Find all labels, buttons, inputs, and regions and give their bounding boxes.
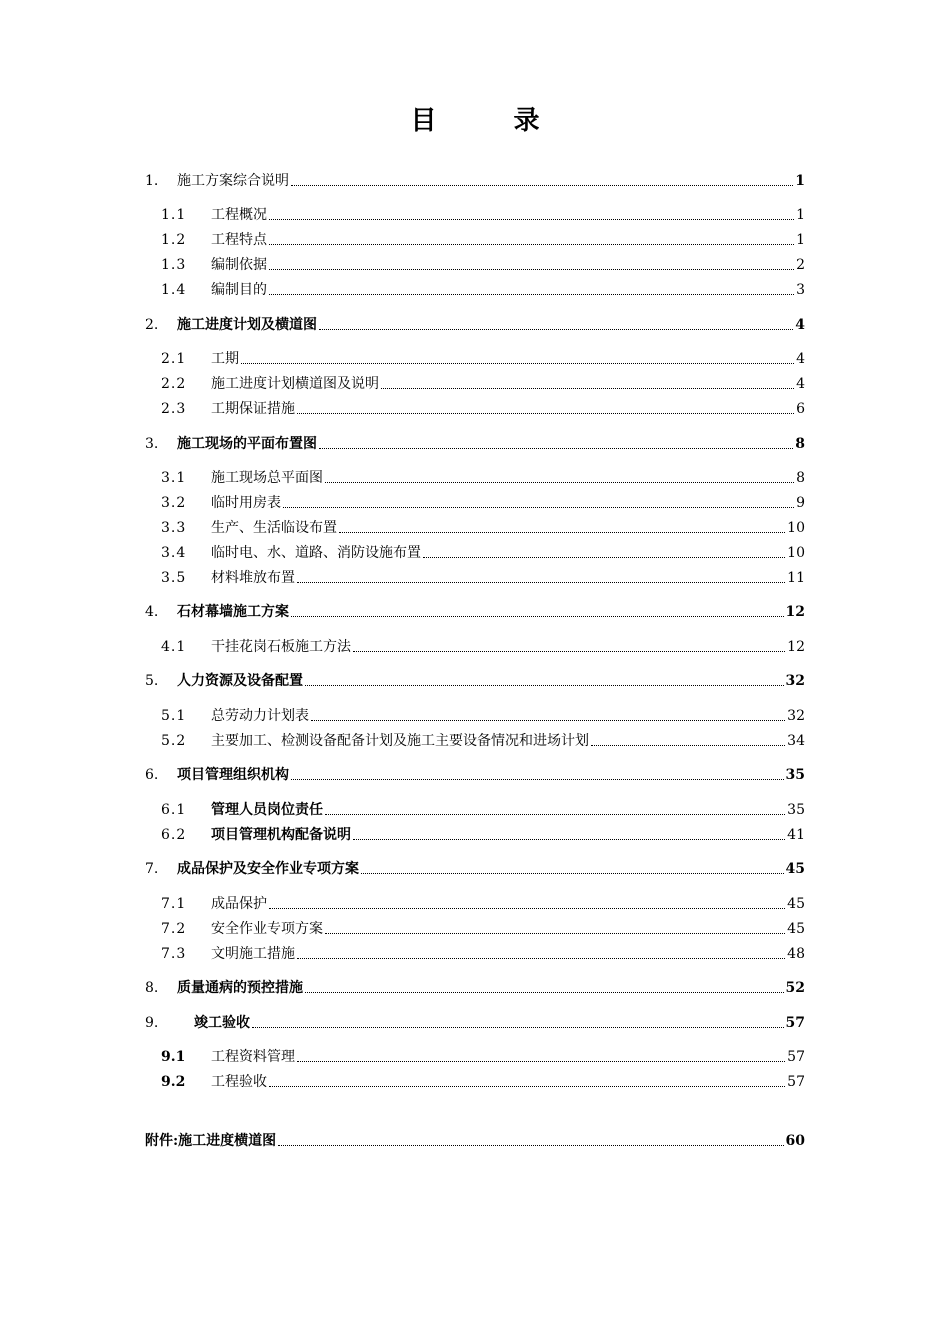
toc-entry-title: 施工进度计划及横道图	[177, 317, 317, 333]
toc-leader-dots	[319, 448, 793, 449]
toc-entry-title: 成品保护	[211, 896, 267, 912]
toc-entry-number: 5.2	[161, 733, 187, 749]
toc-leader-dots	[353, 839, 785, 840]
toc-entry-title: 项目管理机构配备说明	[211, 827, 351, 843]
toc-entry[interactable]	[0, 916, 950, 938]
toc-entry[interactable]	[0, 668, 950, 690]
toc-entry[interactable]	[0, 797, 950, 819]
toc-entry-page: 11	[787, 570, 805, 586]
toc-entry-title: 附件:施工进度横道图	[145, 1133, 277, 1149]
toc-leader-dots	[278, 1145, 783, 1146]
toc-entry-page: 60	[785, 1133, 805, 1149]
toc-leader-dots	[361, 873, 784, 874]
toc-leader-dots	[325, 482, 794, 483]
toc-entry-number: 6.	[145, 767, 159, 783]
toc-entry-number: 1.3	[161, 257, 187, 273]
toc-leader-dots	[353, 651, 785, 652]
toc-entry[interactable]	[0, 762, 950, 784]
toc-entry-page: 52	[785, 980, 805, 996]
toc-entry-page: 10	[787, 520, 805, 536]
toc-leader-dots	[305, 685, 784, 686]
toc-leader-dots	[381, 388, 794, 389]
toc-leader-dots	[311, 720, 785, 721]
toc-entry-title: 总劳动力计划表	[211, 708, 309, 724]
toc-entry-title: 工程资料管理	[211, 1049, 295, 1065]
toc-entry-title: 施工现场的平面布置图	[177, 436, 317, 452]
toc-leader-dots	[291, 779, 784, 780]
toc-entry-page: 4	[795, 317, 805, 333]
toc-leader-dots	[591, 745, 785, 746]
toc-entry-number: 3.1	[161, 470, 187, 486]
toc-entry-title: 施工方案综合说明	[177, 173, 289, 189]
toc-entry-title: 石材幕墙施工方案	[177, 604, 289, 620]
toc-entry-title: 工程验收	[211, 1074, 267, 1090]
toc-entry-page: 1	[796, 207, 805, 223]
toc-entry-page: 12	[785, 604, 805, 620]
toc-entry-number: 8.	[145, 980, 159, 996]
toc-entry-title: 施工现场总平面图	[211, 470, 323, 486]
toc-entry-title: 工期	[211, 351, 239, 367]
toc-leader-dots	[269, 908, 785, 909]
toc-entry-page: 2	[796, 257, 805, 273]
toc-leader-dots	[291, 616, 784, 617]
toc-entry[interactable]	[0, 1044, 950, 1066]
toc-entry-page: 8	[796, 470, 805, 486]
toc-entry[interactable]	[0, 1069, 950, 1091]
toc-entry-number: 7.1	[161, 896, 187, 912]
toc-entry-number: 7.	[145, 861, 159, 877]
toc-leader-dots	[269, 1086, 785, 1087]
toc-leader-dots	[291, 185, 793, 186]
toc-entry[interactable]	[0, 565, 950, 587]
toc-entry-page: 1	[796, 232, 805, 248]
toc-entry-number: 3.2	[161, 495, 187, 511]
toc-entry[interactable]	[0, 941, 950, 963]
toc-entry[interactable]	[0, 728, 950, 750]
toc-entry[interactable]	[0, 277, 950, 299]
toc-entry-number: 9.1	[161, 1049, 186, 1065]
toc-entry-number: 9.	[145, 1015, 159, 1031]
toc-entry-page: 45	[787, 896, 805, 912]
toc-entry-page: 41	[787, 827, 805, 843]
toc-entry-title: 文明施工措施	[211, 946, 295, 962]
toc-entry-title: 管理人员岗位责任	[211, 802, 323, 818]
toc-entry-page: 8	[795, 436, 805, 452]
toc-leader-dots	[297, 582, 785, 583]
toc-entry-title: 质量通病的预控措施	[177, 980, 303, 996]
toc-entry-title: 竣工验收	[194, 1015, 250, 1031]
toc-entry-page: 48	[787, 946, 805, 962]
toc-entry[interactable]	[0, 891, 950, 913]
toc-leader-dots	[241, 363, 794, 364]
toc-entry[interactable]	[0, 227, 950, 249]
toc-entry-title: 材料堆放布置	[211, 570, 295, 586]
toc-entry-number: 9.2	[161, 1074, 186, 1090]
toc-entry[interactable]	[0, 490, 950, 512]
toc-leader-dots	[423, 557, 785, 558]
toc-leader-dots	[269, 244, 794, 245]
toc-entry[interactable]	[0, 599, 950, 621]
toc-entry-page: 32	[785, 673, 805, 689]
toc-entry[interactable]	[0, 1128, 950, 1150]
toc-entry-title: 工程概况	[211, 207, 267, 223]
toc-entry-number: 2.	[145, 317, 159, 333]
toc-leader-dots	[325, 933, 785, 934]
page-title: 目 录	[410, 106, 574, 136]
toc-entry-page: 9	[796, 495, 805, 511]
toc-leader-dots	[269, 219, 794, 220]
toc-entry-title: 干挂花岗石板施工方法	[211, 639, 351, 655]
toc-leader-dots	[297, 413, 794, 414]
toc-leader-dots	[305, 992, 784, 993]
toc-entry-page: 57	[787, 1074, 805, 1090]
toc-entry-page: 3	[796, 282, 805, 298]
toc-entry-page: 12	[787, 639, 805, 655]
toc-entry[interactable]	[0, 540, 950, 562]
toc-entry-number: 4.	[145, 604, 159, 620]
toc-entry-number: 1.1	[161, 207, 187, 223]
toc-entry[interactable]	[0, 1010, 950, 1032]
toc-entry-number: 3.	[145, 436, 159, 452]
toc-entry[interactable]	[0, 202, 950, 224]
toc-entry[interactable]	[0, 975, 950, 997]
toc-entry-title: 人力资源及设备配置	[177, 673, 303, 689]
toc-entry[interactable]	[0, 822, 950, 844]
toc-entry-title: 生产、生活临设布置	[211, 520, 337, 536]
toc-entry-page: 10	[787, 545, 805, 561]
toc-entry-number: 2.2	[161, 376, 187, 392]
toc-entry-page: 35	[787, 802, 805, 818]
toc-entry[interactable]	[0, 168, 950, 190]
toc-entry-page: 34	[787, 733, 805, 749]
toc-entry-number: 3.5	[161, 570, 187, 586]
toc-entry-page: 4	[796, 376, 805, 392]
toc-leader-dots	[269, 269, 794, 270]
toc-entry-number: 6.2	[161, 827, 187, 843]
toc-entry-title: 安全作业专项方案	[211, 921, 323, 937]
toc-entry[interactable]	[0, 252, 950, 274]
toc-entry-page: 57	[785, 1015, 805, 1031]
toc-entry-title: 工期保证措施	[211, 401, 295, 417]
toc-entry-page: 32	[787, 708, 805, 724]
toc-entry-number: 5.1	[161, 708, 187, 724]
toc-entry-number: 7.3	[161, 946, 187, 962]
toc-entry-title: 成品保护及安全作业专项方案	[177, 861, 359, 877]
toc-entry[interactable]	[0, 465, 950, 487]
toc-leader-dots	[297, 1061, 785, 1062]
toc-entry[interactable]	[0, 515, 950, 537]
toc-entry-number: 1.2	[161, 232, 187, 248]
toc-entry-page: 57	[787, 1049, 805, 1065]
toc-entry-page: 1	[795, 173, 805, 189]
toc-entry-number: 3.4	[161, 545, 187, 561]
toc-entry-title: 主要加工、检测设备配备计划及施工主要设备情况和进场计划	[211, 733, 589, 749]
toc-entry-page: 4	[796, 351, 805, 367]
toc-entry-page: 45	[785, 861, 805, 877]
toc-leader-dots	[319, 329, 793, 330]
toc-entry[interactable]	[0, 703, 950, 725]
toc-entry-title: 工程特点	[211, 232, 267, 248]
toc-entry[interactable]	[0, 312, 950, 334]
toc-entry[interactable]	[0, 856, 950, 878]
toc-entry-number: 1.4	[161, 282, 187, 298]
toc-entry-number: 5.	[145, 673, 159, 689]
toc-entry[interactable]	[0, 634, 950, 656]
toc-entry-title: 项目管理组织机构	[177, 767, 289, 783]
toc-leader-dots	[283, 507, 794, 508]
toc-entry-number: 2.1	[161, 351, 187, 367]
toc-leader-dots	[325, 814, 785, 815]
toc-leader-dots	[269, 294, 794, 295]
toc-entry-page: 45	[787, 921, 805, 937]
toc-entry-number: 2.3	[161, 401, 187, 417]
toc-leader-dots	[297, 958, 785, 959]
toc-leader-dots	[339, 532, 785, 533]
toc-entry-title: 临时电、水、道路、消防设施布置	[211, 545, 421, 561]
toc-entry-page: 6	[796, 401, 805, 417]
toc-entry[interactable]	[0, 371, 950, 393]
toc-entry-title: 施工进度计划横道图及说明	[211, 376, 379, 392]
toc-entry-number: 1.	[145, 173, 159, 189]
toc-entry-number: 4.1	[161, 639, 187, 655]
toc-entry-number: 6.1	[161, 802, 187, 818]
toc-entry[interactable]	[0, 431, 950, 453]
toc-entry-title: 编制依据	[211, 257, 267, 273]
toc-entry-page: 35	[785, 767, 805, 783]
toc-entry-number: 7.2	[161, 921, 187, 937]
toc-entry[interactable]	[0, 396, 950, 418]
toc-entry-title: 临时用房表	[211, 495, 281, 511]
toc-leader-dots	[252, 1027, 784, 1028]
toc-entry-title: 编制目的	[211, 282, 267, 298]
toc-entry[interactable]	[0, 346, 950, 368]
toc-entry-number: 3.3	[161, 520, 187, 536]
